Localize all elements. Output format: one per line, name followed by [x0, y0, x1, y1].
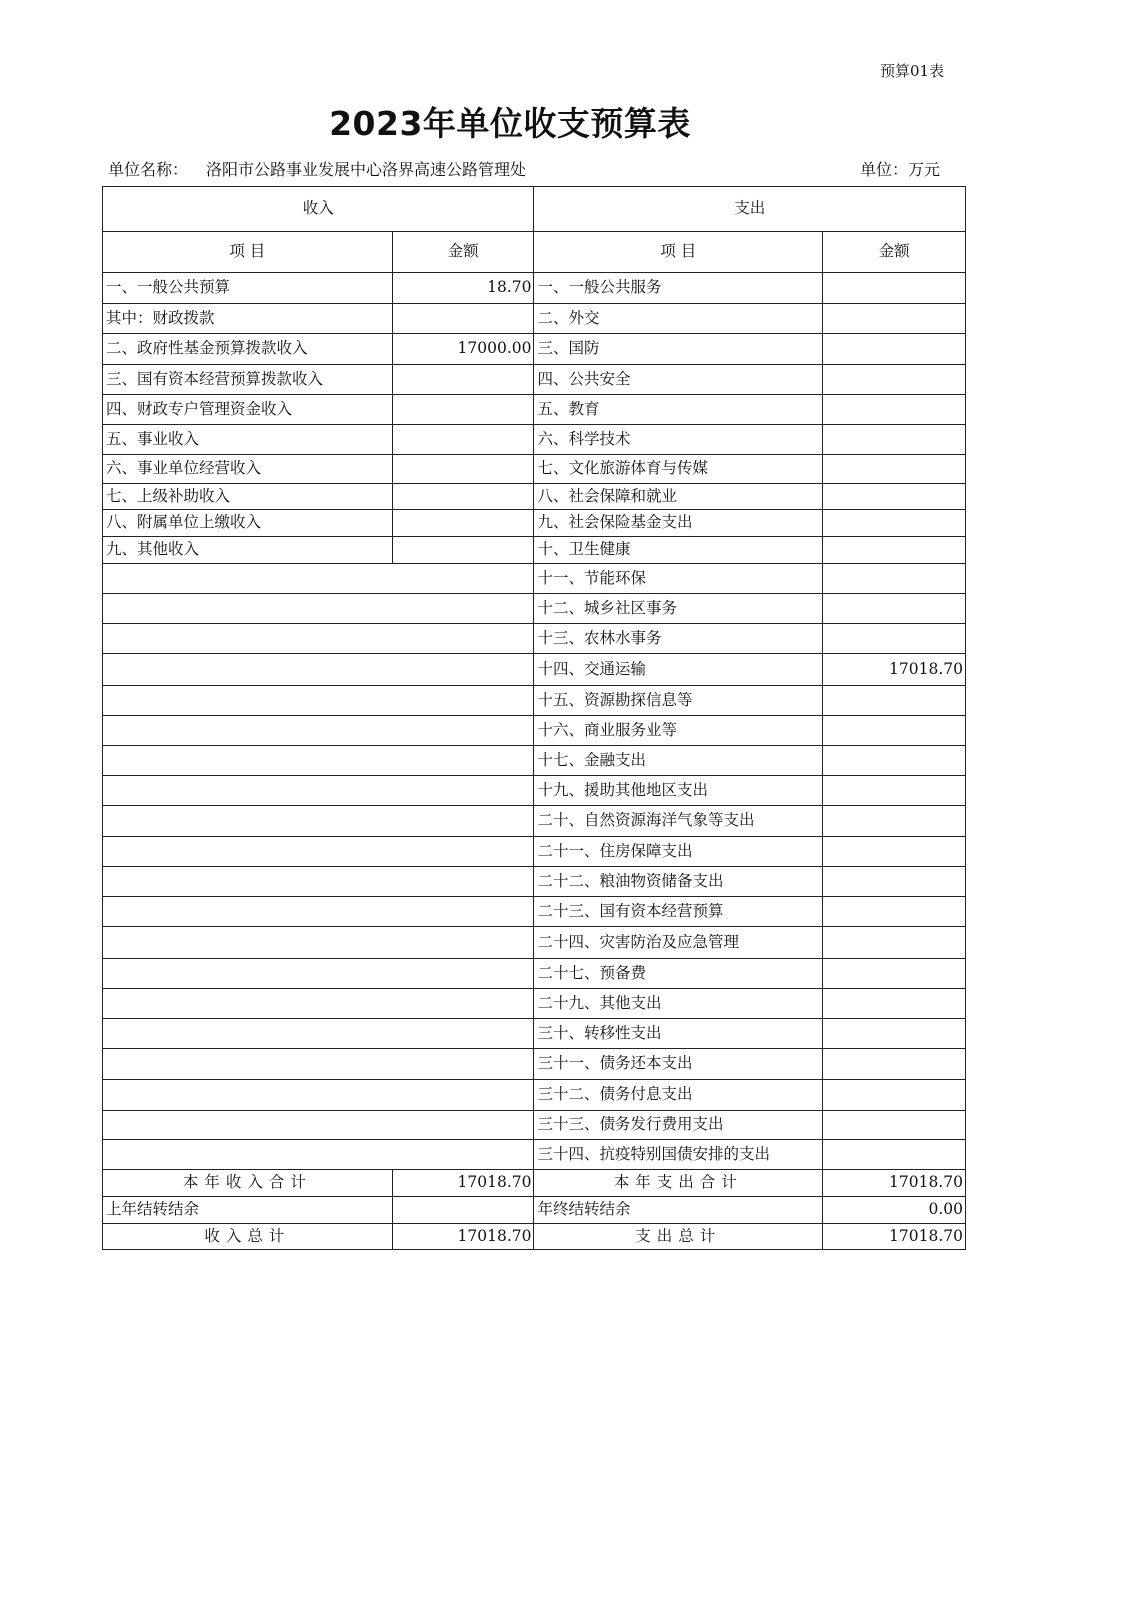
table-row: [103, 746, 966, 776]
income-empty-cell: [103, 564, 534, 594]
summary-row: [103, 1170, 966, 1197]
income-item: 九、其他收入: [103, 537, 393, 564]
table-row: [103, 806, 966, 837]
income-item: 八、附属单位上缴收入: [103, 510, 393, 537]
table-row: [103, 837, 966, 867]
expense-amount: [823, 897, 966, 927]
expense-item: 九、社会保险基金支出: [534, 510, 823, 537]
income-item-header: 项 目: [103, 232, 393, 273]
expense-item: 三十、转移性支出: [534, 1019, 823, 1049]
expense-amount: [823, 746, 966, 776]
budget-table: [102, 186, 966, 1250]
expense-amount: [823, 806, 966, 837]
expense-item: 六、科学技术: [534, 425, 823, 455]
expense-amount: [823, 455, 966, 484]
table-row: [103, 654, 966, 686]
income-empty-cell: [103, 897, 534, 927]
income-amount: [392, 395, 534, 425]
expense-amount: [823, 1049, 966, 1080]
expense-amount: [823, 1111, 966, 1140]
income-amount: 17000.00: [392, 334, 534, 365]
income-summary-amount: 17018.70: [392, 1224, 534, 1250]
income-item: 其中：财政拨款: [103, 304, 393, 334]
currency-unit-label: 单位：万元: [860, 160, 941, 179]
income-empty-cell: [103, 837, 534, 867]
table-row: [103, 1049, 966, 1080]
income-empty-cell: [103, 927, 534, 959]
expense-amount: [823, 1080, 966, 1111]
table-row: [103, 624, 966, 654]
income-item: 三、国有资本经营预算拨款收入: [103, 365, 393, 395]
income-empty-cell: [103, 1111, 534, 1140]
income-item: 五、事业收入: [103, 425, 393, 455]
table-row: [103, 867, 966, 897]
income-item: 二、政府性基金预算拨款收入: [103, 334, 393, 365]
expense-amount: [823, 334, 966, 365]
income-empty-cell: [103, 867, 534, 897]
table-row: [103, 1140, 966, 1170]
expense-summary-amount: 17018.70: [823, 1170, 966, 1197]
income-amount: [392, 510, 534, 537]
table-row: [103, 686, 966, 716]
table-row: [103, 273, 966, 304]
table-row: [103, 334, 966, 365]
income-empty-cell: [103, 686, 534, 716]
table-row: [103, 510, 966, 537]
table-row: [103, 484, 966, 510]
income-empty-cell: [103, 959, 534, 989]
table-row: [103, 1111, 966, 1140]
expense-item: 三十一、债务还本支出: [534, 1049, 823, 1080]
income-amount: [392, 537, 534, 564]
income-empty-cell: [103, 654, 534, 686]
income-item: 一、一般公共预算: [103, 273, 393, 304]
expense-item: 四、公共安全: [534, 365, 823, 395]
income-empty-cell: [103, 806, 534, 837]
table-row: [103, 1080, 966, 1111]
expense-item: 三十四、抗疫特别国债安排的支出: [534, 1140, 823, 1170]
income-summary-item: 收入总计: [103, 1224, 393, 1250]
expense-item: 二十三、国有资本经营预算: [534, 897, 823, 927]
expense-item: 二十九、其他支出: [534, 989, 823, 1019]
expense-amount: [823, 989, 966, 1019]
expense-amount: [823, 837, 966, 867]
expense-item: 十一、节能环保: [534, 564, 823, 594]
expense-item: 二十、自然资源海洋气象等支出: [534, 806, 823, 837]
income-item: 六、事业单位经营收入: [103, 455, 393, 484]
expense-summary-item: 本年支出合计: [534, 1170, 823, 1197]
expense-item: 二十七、预备费: [534, 959, 823, 989]
expense-item: 十、卫生健康: [534, 537, 823, 564]
income-empty-cell: [103, 989, 534, 1019]
expense-amount: [823, 304, 966, 334]
expense-item: 二十四、灾害防治及应急管理: [534, 927, 823, 959]
expense-amount: [823, 959, 966, 989]
expense-amount: [823, 1140, 966, 1170]
table-row: [103, 537, 966, 564]
summary-row: [103, 1197, 966, 1224]
expense-item: 二、外交: [534, 304, 823, 334]
expense-amount: [823, 624, 966, 654]
expense-amount: [823, 510, 966, 537]
expense-summary-item: 支出总计: [534, 1224, 823, 1250]
expense-header: 支出: [534, 187, 966, 232]
unit-name-label: 单位名称：: [108, 160, 189, 179]
income-amount: 18.70: [392, 273, 534, 304]
column-header-row: [103, 232, 966, 273]
income-item: 四、财政专户管理资金收入: [103, 395, 393, 425]
expense-amount: [823, 564, 966, 594]
income-empty-cell: [103, 624, 534, 654]
table-row: [103, 897, 966, 927]
income-empty-cell: [103, 776, 534, 806]
form-code: 预算01表: [880, 62, 945, 80]
expense-amount: [823, 716, 966, 746]
expense-amount: [823, 537, 966, 564]
unit-name-line: [108, 157, 526, 180]
expense-item: 二十一、住房保障支出: [534, 837, 823, 867]
section-header-row: [103, 187, 966, 232]
expense-amount: [823, 776, 966, 806]
income-summary-item: 上年结转结余: [103, 1197, 393, 1224]
expense-item: 十四、交通运输: [534, 654, 823, 686]
expense-item: 七、文化旅游体育与传媒: [534, 455, 823, 484]
expense-item: 十二、城乡社区事务: [534, 594, 823, 624]
expense-amount: [823, 594, 966, 624]
expense-item: 五、教育: [534, 395, 823, 425]
expense-item: 十九、援助其他地区支出: [534, 776, 823, 806]
table-row: [103, 304, 966, 334]
table-row: [103, 989, 966, 1019]
table-row: [103, 395, 966, 425]
table-row: [103, 455, 966, 484]
table-row: [103, 927, 966, 959]
expense-amount: [823, 867, 966, 897]
income-empty-cell: [103, 1140, 534, 1170]
income-amount: [392, 484, 534, 510]
income-summary-amount: 17018.70: [392, 1170, 534, 1197]
income-amount-header: 金额: [392, 232, 534, 273]
table-row: [103, 716, 966, 746]
income-header: 收入: [103, 187, 534, 232]
expense-item: 二十二、粮油物资储备支出: [534, 867, 823, 897]
expense-item: 十七、金融支出: [534, 746, 823, 776]
expense-item: 十五、资源勘探信息等: [534, 686, 823, 716]
budget-table-body: [103, 187, 966, 1250]
income-summary-item: 本年收入合计: [103, 1170, 393, 1197]
expense-item: 三十三、债务发行费用支出: [534, 1111, 823, 1140]
expense-item: 一、一般公共服务: [534, 273, 823, 304]
income-item: 七、上级补助收入: [103, 484, 393, 510]
expense-amount: [823, 927, 966, 959]
income-empty-cell: [103, 1049, 534, 1080]
income-empty-cell: [103, 1019, 534, 1049]
expense-summary-amount: 17018.70: [823, 1224, 966, 1250]
expense-amount: [823, 484, 966, 510]
table-row: [103, 776, 966, 806]
expense-item: 十六、商业服务业等: [534, 716, 823, 746]
table-row: [103, 564, 966, 594]
unit-name-value: 洛阳市公路事业发展中心洛界高速公路管理处: [206, 160, 527, 179]
income-empty-cell: [103, 746, 534, 776]
expense-summary-item: 年终结转结余: [534, 1197, 823, 1224]
table-row: [103, 594, 966, 624]
summary-row: [103, 1224, 966, 1250]
income-amount: [392, 425, 534, 455]
income-summary-amount: [392, 1197, 534, 1224]
expense-amount: [823, 686, 966, 716]
income-amount: [392, 455, 534, 484]
expense-amount: [823, 1019, 966, 1049]
expense-item: 十三、农林水事务: [534, 624, 823, 654]
table-row: [103, 425, 966, 455]
expense-item-header: 项 目: [534, 232, 823, 273]
table-row: [103, 959, 966, 989]
expense-item: 三十二、债务付息支出: [534, 1080, 823, 1111]
expense-amount: [823, 425, 966, 455]
income-empty-cell: [103, 1080, 534, 1111]
table-row: [103, 365, 966, 395]
expense-amount: [823, 273, 966, 304]
expense-item: 三、国防: [534, 334, 823, 365]
income-amount: [392, 304, 534, 334]
expense-summary-amount: 0.00: [823, 1197, 966, 1224]
income-empty-cell: [103, 594, 534, 624]
expense-amount: [823, 395, 966, 425]
expense-amount: [823, 365, 966, 395]
expense-item: 八、社会保障和就业: [534, 484, 823, 510]
income-amount: [392, 365, 534, 395]
expense-amount: 17018.70: [823, 654, 966, 686]
income-empty-cell: [103, 716, 534, 746]
expense-amount-header: 金额: [823, 232, 966, 273]
table-row: [103, 1019, 966, 1049]
page-title: 2023年单位收支预算表: [329, 104, 691, 143]
